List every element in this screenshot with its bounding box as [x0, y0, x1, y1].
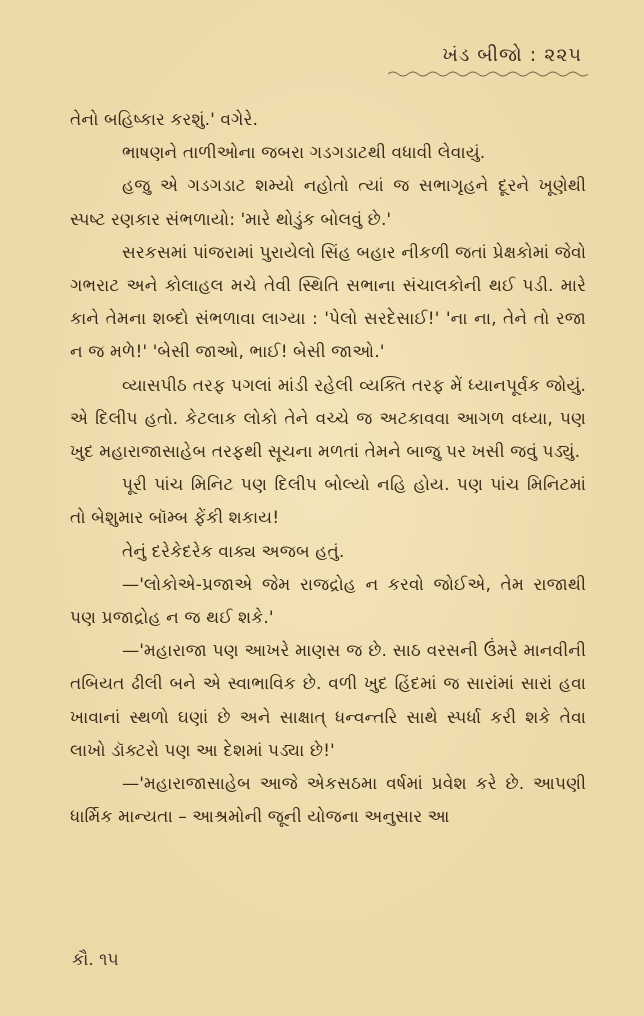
paragraph: —'મહારાજા પણ આખરે માણસ જ છે. સાઠ વરસની ઉંમરે માનવીની તબિયત ઢીલી બને એ સ્વાભાવિક છે. વળી ખુદ હિંદમાં જ સારાંમાં સારાં હવા ખાવાનાં સ્થળો ઘણાં છે અને સાક્ષાત્ ધન્વન્તરિ સાથે સ્પર્ધા કરી શકે તેવા લાખો ડૉક્ટરો પણ આ દેશમાં પડ્યા છે!'	[70, 641, 586, 761]
paragraph: તેનું દરેકેદરેક વાક્ય અજબ હતું.	[122, 541, 345, 562]
paragraph: ભાષણને તાળીઓના જબરા ગડગડાટથી વધાવી લેવાયું.	[122, 143, 486, 164]
decorative-rule	[388, 70, 588, 78]
paragraph: હજુ એ ગડગડાટ શમ્યો નહોતો ત્યાં જ સભાગૃહને દૂરને ખૂણેથી સ્પષ્ટ રણકાર સંભળાયો: 'મારે થોડુંક બોલવું છે.'	[70, 176, 586, 230]
body-text	[70, 104, 586, 834]
signature-mark: કૌ. ૧૫	[72, 950, 119, 970]
paragraph: —'લોકોએ-પ્રજાએ જેમ રાજદ્રોહ ન કરવો જોઈએ, તેમ રાજાથી પણ પ્રજાદ્રોહ ન જ થઈ શકે.'	[70, 574, 586, 629]
paragraph: —'મહારાજાસાહેબ આજે એકસઠમા વર્ષમાં પ્રવેશ કરે છે. આપણી ધાર્મિક માન્યતા – આશ્રમોની જૂની યોજના અનુસાર આ	[70, 774, 586, 828]
paragraph: તેનો બહિષ્કાર કરશું.' વગેરે.	[70, 110, 258, 130]
paragraph: સરકસમાં પાંજરામાં પુરાયેલો સિંહ બહાર નીકળી જતાં પ્રેક્ષકોમાં જેવો ગભરાટ અને કોલાહલ મચે તેવી સ્થિતિ સભાના સંચાલકોની થઈ પડી. મારે કાને તેમના શબ્દો સંભળાવા લાગ્યા : 'પેલો સરદેસાઈ!' 'ના ના, તેને તો રજા ન જ મળે!' 'બેસી જાઓ, ભાઈ! બેસી જાઓ.'	[70, 242, 586, 363]
running-head: ખંડ બીજો : ૨૨૫	[442, 44, 582, 66]
paragraph: પૂરી પાંચ મિનિટ પણ દિલીપ બોલ્યો નહિ હોય. પણ પાંચ મિનિટમાં તો બેશુમાર બૉમ્બ ફેંકી શકાય!	[70, 475, 586, 529]
paragraph: વ્યાસપીઠ તરફ પગલાં માંડી રહેલી વ્યક્તિ તરફ મેં ધ્યાનપૂર્વક જોયું. એ દિલીપ હતો. કેટલાક લોકો તેને વચ્ચે જ અટકાવવા આગળ વધ્યા, પણ ખુદ મહારાજાસાહેબ તરફથી સૂચના મળતાં તેમને બાજુ પર ખસી જવું પડ્યું.	[70, 375, 586, 463]
